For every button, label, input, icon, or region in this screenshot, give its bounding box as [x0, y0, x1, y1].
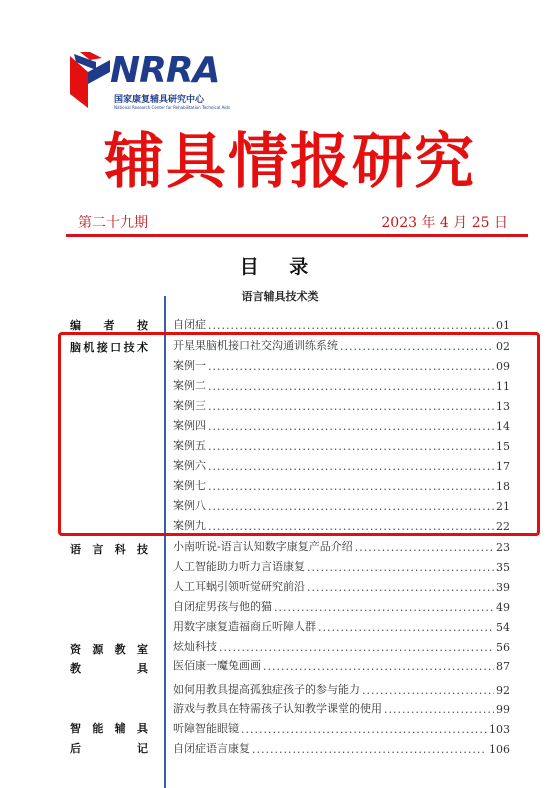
toc-entry-title: 人工耳蜗引领听觉研究前沿	[173, 580, 305, 593]
toc-entry-page: 21	[496, 500, 510, 513]
toc-leader-dots	[241, 723, 487, 736]
toc-leader-dots	[318, 621, 494, 634]
toc-leader-dots	[274, 601, 494, 614]
toc-entry[interactable]	[173, 681, 510, 697]
toc-entry-page: 23	[496, 541, 510, 554]
toc-entry-title: 人工智能助力听力言语康复	[173, 560, 305, 573]
toc-entry-page: 92	[496, 684, 510, 697]
toc-leader-dots	[307, 581, 494, 594]
toc-entry-page: 18	[496, 480, 510, 493]
toc-entry-page: 14	[496, 420, 510, 433]
toc-leader-dots	[307, 561, 494, 574]
toc-entry-title: 案例六	[173, 459, 206, 472]
toc-entry-page: 02	[496, 340, 510, 353]
toc-entry-page: 106	[489, 743, 510, 756]
nrra-logo	[66, 50, 236, 114]
toc-entry-title: 自闭症男孩与他的猫	[173, 600, 272, 613]
toc-entry[interactable]	[173, 316, 510, 332]
toc-entry-title: 案例一	[173, 359, 206, 372]
category-bci: 脑 机 接 口 技 术	[70, 341, 148, 354]
toc-entry-title: 案例二	[173, 379, 206, 392]
toc-entry[interactable]	[173, 638, 510, 654]
toc-entry-page: 01	[496, 319, 510, 332]
toc-entry-title: 用数字康复造福商丘听障人群	[173, 620, 316, 633]
toc-entry[interactable]	[173, 538, 510, 554]
toc-entry-title: 炫灿科技	[173, 640, 217, 653]
toc-entry[interactable]	[173, 720, 510, 736]
toc-entry-page: 22	[496, 520, 510, 533]
toc-entry-page: 39	[496, 581, 510, 594]
toc-leader-dots	[219, 641, 494, 654]
toc-entry-title: 案例四	[173, 419, 206, 432]
category-teaching-aids: 教 具	[70, 662, 148, 675]
toc-entry[interactable]	[173, 700, 510, 716]
toc-entry-page: 54	[496, 621, 510, 634]
toc-entry[interactable]	[173, 598, 510, 614]
toc-entry-title: 案例九	[173, 519, 206, 532]
toc-entry-page: 11	[496, 380, 510, 393]
toc-entry-title: 自闭症	[173, 318, 206, 331]
toc-entry[interactable]	[173, 740, 510, 756]
highlight-box	[58, 332, 540, 536]
toc-entry-page: 09	[496, 360, 510, 373]
toc-entry-page: 56	[496, 641, 510, 654]
toc-entry-title: 医佰康一魔兔画画	[173, 659, 261, 672]
issue-date: 2023 年 4 月 25 日	[381, 215, 508, 231]
toc-entry-page: 35	[496, 561, 510, 574]
toc-entry-title: 如何用教具提高孤独症孩子的参与能力	[173, 683, 360, 696]
toc-entry-page: 99	[496, 703, 510, 716]
toc-entry-page: 15	[496, 440, 510, 453]
toc-leader-dots	[263, 660, 494, 673]
toc-entry[interactable]	[173, 578, 510, 594]
toc-entry[interactable]	[173, 618, 510, 634]
toc-leader-dots	[252, 743, 487, 756]
toc-entry-page: 87	[496, 660, 510, 673]
toc-leader-dots	[362, 684, 494, 697]
category-smart-aids: 智 能 辅 具	[70, 722, 148, 735]
logo-chinese-name: 国家康复辅具研究中心	[114, 95, 205, 105]
toc-entry-title: 自闭症语言康复	[173, 742, 250, 755]
category-resource-room: 资 源 教 室	[70, 643, 148, 656]
toc-entry-title: 小南听说-语言认知数字康复产品介绍	[173, 540, 353, 553]
toc-entry-title: 案例七	[173, 479, 206, 492]
toc-entry-page: 49	[496, 601, 510, 614]
logo-english-name: National Research Center for Rehabilitation Technical Aids	[114, 105, 231, 110]
toc-entry-page: 103	[489, 723, 510, 736]
publication-title: 辅具情报研究	[104, 127, 476, 197]
toc-entry[interactable]	[173, 558, 510, 574]
category-editor-note: 编 者 按	[70, 319, 148, 332]
toc-entry-page: 17	[496, 460, 510, 473]
toc-title: 目 录	[239, 256, 321, 278]
toc-entry-title: 案例五	[173, 439, 206, 452]
toc-entry[interactable]	[173, 657, 510, 673]
toc-entry-title: 开星果脑机接口社交沟通训练系统	[173, 339, 338, 352]
toc-leader-dots	[208, 319, 494, 332]
toc-entry-title: 案例八	[173, 499, 206, 512]
toc-entry-page: 13	[496, 400, 510, 413]
toc-leader-dots	[384, 703, 494, 716]
header-divider	[66, 234, 528, 237]
toc-leader-dots	[355, 541, 494, 554]
toc-entry-title: 游戏与教具在特需孩子认知教学课堂的使用	[173, 702, 382, 715]
toc-entry-title: 听障智能眼镜	[173, 722, 239, 735]
logo-abbreviation: NRRA	[110, 50, 220, 91]
category-language-tech: 语 言 科 技	[70, 543, 148, 556]
section-title: 语言辅具技术类	[241, 290, 319, 303]
category-afterword: 后 记	[70, 742, 148, 755]
issue-number: 第二十九期	[78, 215, 148, 231]
toc-entry-title: 案例三	[173, 399, 206, 412]
